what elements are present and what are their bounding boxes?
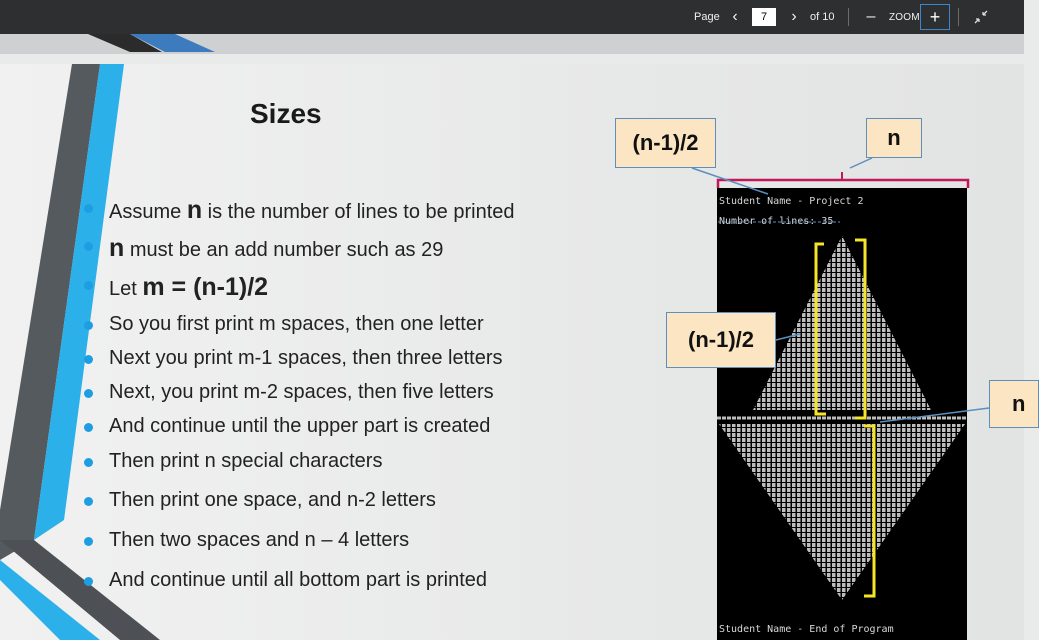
bullet-dot-icon — [84, 242, 93, 251]
zoom-out-icon[interactable]: – — [866, 8, 876, 25]
bullet-dot-icon — [84, 204, 93, 213]
chevron-left-icon[interactable]: ‹ — [732, 8, 738, 25]
toolbar-divider — [848, 8, 849, 26]
bullet-dot-icon — [84, 577, 93, 586]
zoom-label: ZOOM — [889, 11, 920, 23]
toolbar-divider — [958, 8, 959, 26]
page-label: Page — [694, 11, 720, 23]
diamond-pattern — [717, 188, 967, 640]
page-total: of 10 — [810, 11, 835, 23]
callout-n-right: n — [989, 380, 1039, 428]
page-number-input[interactable] — [752, 8, 776, 26]
bullet-dot-icon — [84, 321, 93, 330]
chevron-right-icon[interactable]: › — [791, 8, 797, 25]
bullet-dot-icon — [84, 458, 93, 467]
callout-half-width-top: (n-1)/2 — [615, 118, 716, 168]
bullet-dot-icon — [84, 389, 93, 398]
collapse-icon[interactable] — [970, 0, 992, 34]
console-lines-label: Number of lines: 35 — [719, 216, 834, 227]
bullet-dot-icon — [84, 537, 93, 546]
callout-half-height: (n-1)/2 — [666, 312, 776, 368]
bullet-dot-icon — [84, 355, 93, 364]
console-header: Student Name - Project 2 — [719, 196, 864, 207]
zoom-in-icon[interactable]: + — [920, 4, 950, 30]
viewer-toolbar — [0, 0, 1024, 34]
console-output — [717, 188, 967, 640]
callout-n-top: n — [866, 118, 922, 158]
bullet-dot-icon — [84, 423, 93, 432]
console-footer: Student Name - End of Program — [719, 624, 894, 635]
bullet-dot-icon — [84, 281, 93, 290]
slide-title: Sizes — [250, 98, 322, 129]
bullet-dot-icon — [84, 497, 93, 506]
